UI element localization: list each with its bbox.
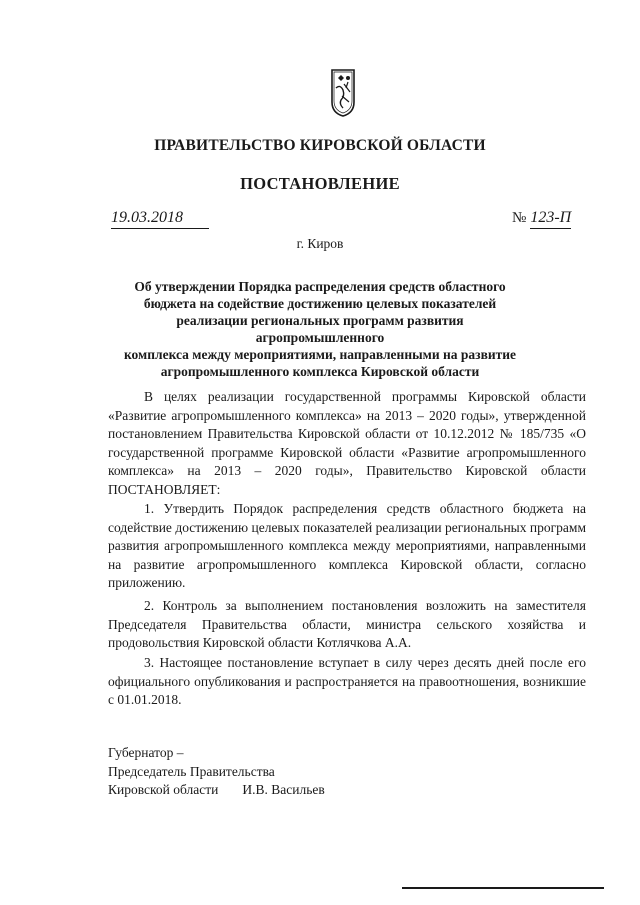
government-name: ПРАВИТЕЛЬСТВО КИРОВСКОЙ ОБЛАСТИ — [154, 137, 486, 154]
signature-title-line: Губернатор – — [108, 745, 184, 760]
title-line: реализации региональных программ развития агропромышленного — [176, 313, 464, 345]
title-line: комплекса между мероприятиями, направленными на развитие — [123, 347, 517, 362]
kirov-coat-of-arms-icon — [330, 68, 356, 118]
preamble-paragraph: В целях реализации государственной программы Кировской области «Развитие агропромышленного комплекса» на 2013 – 2020 годы», утвержденной постановлением Правительства Кировской области от 10.12.2012 № 185/735 «О государственной программе Кировской области «Развитие агропромышленного комплекса» на 2013 – 2020 годы», Правительство Кировской области ПОСТАНОВЛЯЕТ: — [108, 389, 586, 497]
decree-number-block — [512, 208, 574, 229]
title-line: бюджета на содействие достижению целевых показателей — [143, 296, 497, 311]
decree-date: 19.03.2018 — [111, 208, 209, 229]
decree-type: ПОСТАНОВЛЕНИЕ — [240, 174, 400, 193]
signatory-name: И.В. Васильев — [242, 782, 325, 798]
decree-number: 123-П — [530, 208, 571, 229]
city: г. Киров — [296, 236, 344, 251]
document-title — [118, 278, 522, 380]
signature-block — [108, 744, 325, 800]
clause-1-paragraph: 1. Утвердить Порядок распределения средств областного бюджета на содействие достижению целевых показателей реализации региональных программ развития агропромышленного комплекса между мероприятиями, направленными на развитие агропромышленного комплекса Кировской области, согласно приложению. — [108, 501, 586, 591]
title-line: Об утверждении Порядка распределения средств областного — [134, 279, 506, 294]
signature-title-line — [108, 781, 325, 800]
signature-title-line: Председатель Правительства — [108, 763, 275, 779]
clause-3-paragraph: 3. Настоящее постановление вступает в силу через десять дней после его официального опубликования и распространяется на правоотношения, возникшие с 01.01.2018. — [108, 655, 586, 708]
clause-2-paragraph: 2. Контроль за выполнением постановления возложить на заместителя Председателя Правительства области, министра сельского хозяйства и продовольствия Кировской области Котлячкова А.А. — [108, 598, 586, 651]
footer-divider — [402, 887, 604, 889]
number-sign: № — [512, 210, 527, 226]
signature-region: Кировской области — [108, 782, 219, 798]
title-line: агропромышленного комплекса Кировской области — [160, 364, 480, 379]
